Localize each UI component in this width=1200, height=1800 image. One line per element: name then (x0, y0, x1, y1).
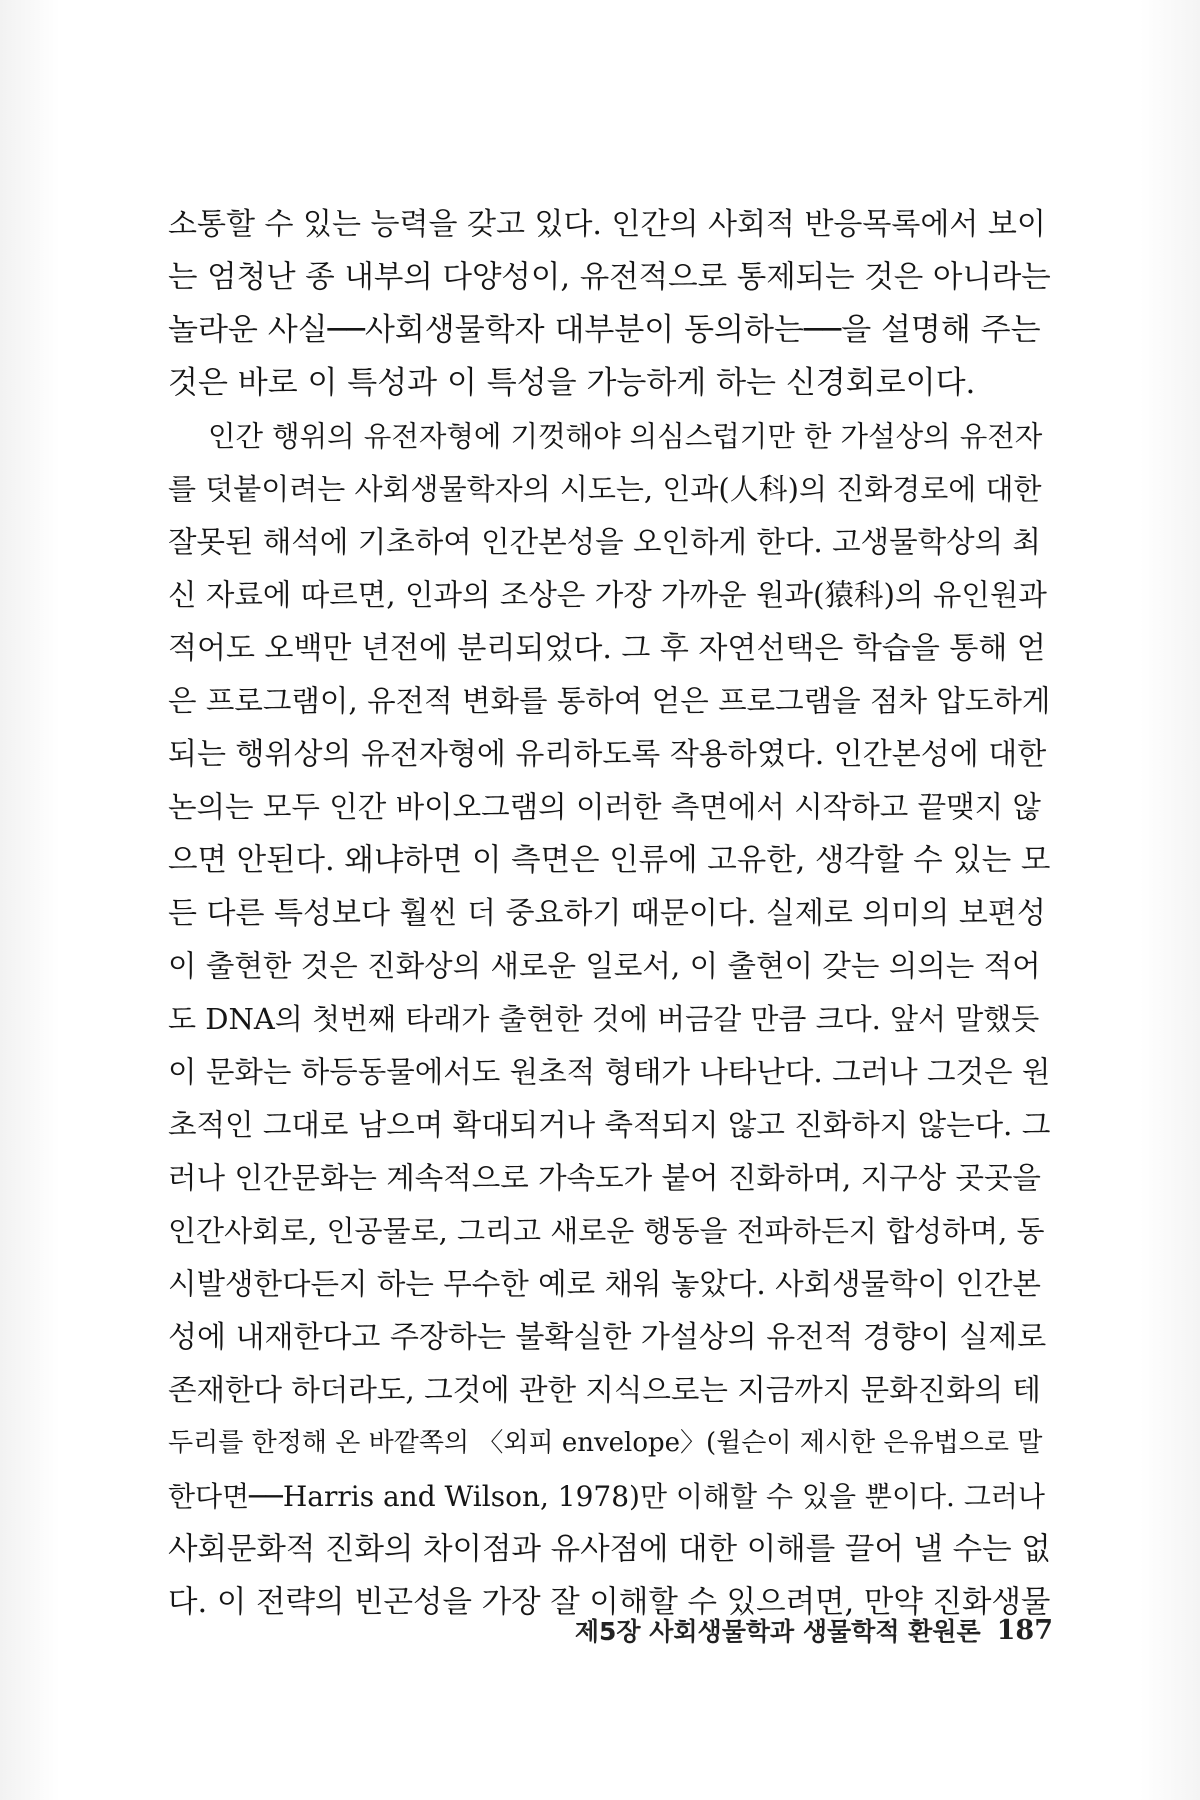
text-line: 소통할 수 있는 능력을 갖고 있다. 인간의 사회적 반응목록에서 보이 (168, 207, 1046, 242)
text-line: 것은 바로 이 특성과 이 특성을 가능하게 하는 신경회로이다. (168, 365, 976, 401)
text-line: 잘못된 해석에 기초하여 인간본성을 오인하게 한다. 고생물학상의 최 (168, 525, 1041, 559)
text-line: 초적인 그대로 남으며 확대되거나 축적되지 않고 진화하지 않는다. 그 (168, 1108, 1051, 1142)
text-line: 인간 행위의 유전자형에 기껏해야 의심스럽기만 한 가설상의 유전자 (208, 420, 1043, 453)
text-line: 적어도 오백만 년전에 분리되었다. 그 후 자연선택은 학습을 통해 얻 (168, 631, 1046, 666)
text-line: 이 출현한 것은 진화상의 새로운 일로서, 이 출현이 갖는 의의는 적어 (168, 949, 1041, 983)
text-line: 존재한다 하더라도, 그것에 관한 지식으로는 지금까지 문화진화의 테 (168, 1373, 1041, 1407)
text-line: 두리를 한정해 온 바깥쪽의 〈외피 envelope〉(윌슨이 제시한 은유법으로 말 (168, 1428, 1043, 1458)
text-line: 도 DNA의 첫번째 타래가 출현한 것에 버금갈 만큼 크다. 앞서 말했듯 (168, 1002, 1040, 1036)
text-line: 성에 내재한다고 주장하는 불확실한 가설상의 유전적 경향이 실제로 (168, 1320, 1047, 1355)
text-line: 신 자료에 따르면, 인과의 조상은 가장 가까운 원과(猿科)의 유인원과 (168, 578, 1047, 612)
page-footer (575, 1610, 1053, 1650)
text-line: 를 덧붙이려는 사회생물학자의 시도는, 인과(人科)의 진화경로에 대한 (168, 472, 1042, 506)
page-number: 187 (996, 1614, 1053, 1646)
text-line: 한다면──Harris and Wilson, 1978)만 이해할 수 있을 뿐이다. 그러나 (168, 1480, 1045, 1513)
text-line: 인간사회로, 인공물로, 그리고 새로운 행동을 전파하든지 합성하며, 동 (168, 1214, 1045, 1248)
running-head: 제5장 사회생물학과 생물학적 환원론 (574, 1617, 981, 1646)
text-line: 러나 인간문화는 계속적으로 가속도가 붙어 진화하며, 지구상 곳곳을 (168, 1161, 1041, 1195)
text-line: 시발생한다든지 하는 무수한 예로 채워 놓았다. 사회생물학이 인간본 (168, 1267, 1041, 1301)
text-line: 되는 행위상의 유전자형에 유리하도록 작용하였다. 인간본성에 대한 (168, 737, 1047, 772)
text-line: 는 엄청난 종 내부의 다양성이, 유전적으로 통제되는 것은 아니라는 (168, 260, 1051, 295)
text-line: 든 다른 특성보다 훨씬 더 중요하기 때문이다. 실제로 의미의 보편성 (168, 896, 1046, 931)
text-line: 으면 안된다. 왜냐하면 이 측면은 인류에 고유한, 생각할 수 있는 모 (168, 843, 1051, 878)
body-text (168, 198, 1052, 1629)
text-line: 사회문화적 진화의 차이점과 유사점에 대한 이해를 끌어 낼 수는 없 (168, 1532, 1051, 1567)
text-line: 놀라운 사실──사회생물학자 대부분이 동의하는──을 설명해 주는 (168, 312, 1041, 348)
text-line: 논의는 모두 인간 바이오그램의 이러한 측면에서 시작하고 끝맺지 않 (168, 790, 1041, 824)
text-line: 은 프로그램이, 유전적 변화를 통하여 얻은 프로그램을 점차 압도하게 (168, 684, 1051, 718)
text-line: 다. 이 전략의 빈곤성을 가장 잘 이해할 수 있으려면, 만약 진화생물 (168, 1585, 1051, 1620)
text-line: 이 문화는 하등동물에서도 원초적 형태가 나타난다. 그러나 그것은 원 (168, 1055, 1051, 1089)
